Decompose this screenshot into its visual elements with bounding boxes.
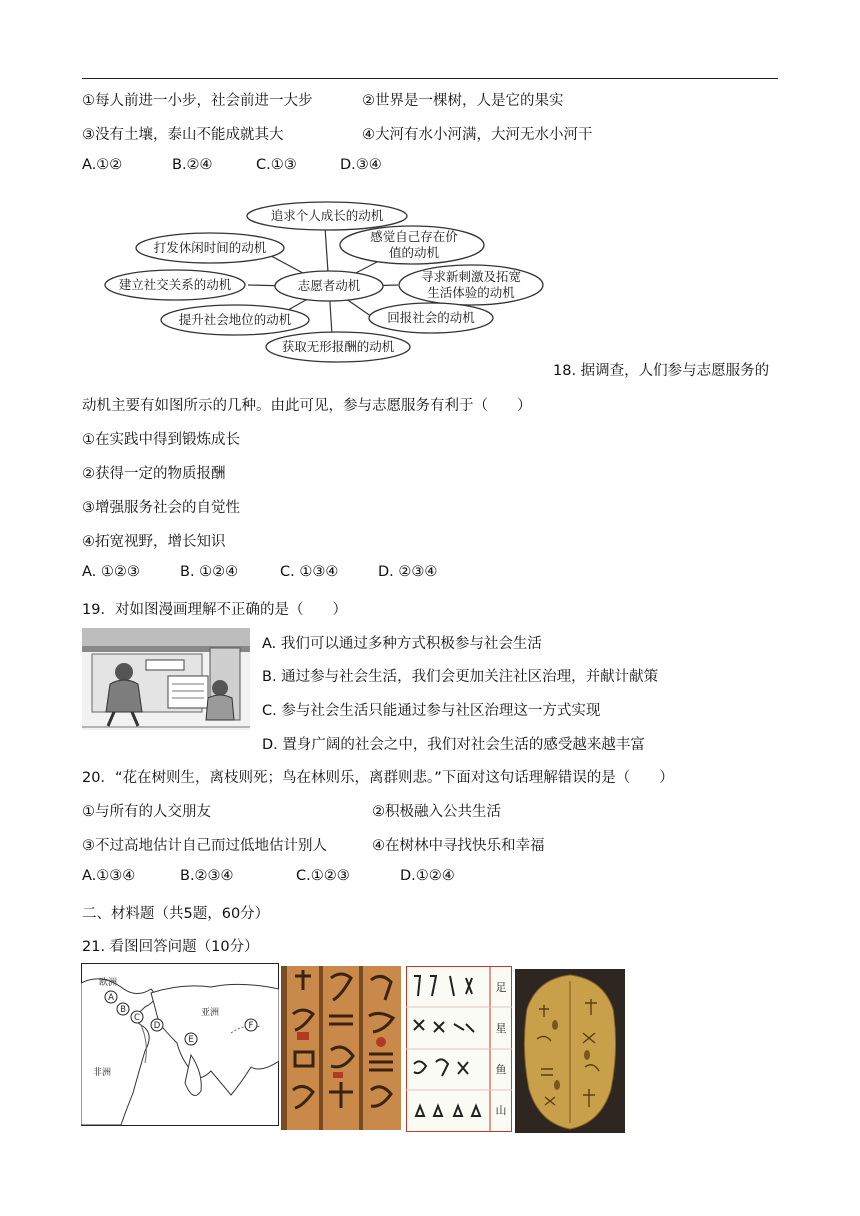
q19-option-b: B. 通过参与社会生活，我们会更加关注社区治理，并献计献策: [262, 669, 659, 685]
char-label-foot: 足: [495, 981, 507, 994]
map-point-a: A: [108, 993, 114, 1003]
community-cartoon-image: [82, 628, 250, 730]
q17-option-a: A.①②: [82, 157, 123, 173]
q17-statement-3: ③没有土壤，泰山不能成就其大: [82, 127, 284, 143]
diagram-label-self-value-2: 值的动机: [388, 245, 440, 260]
q17-statement-1: ①每人前进一小步，社会前进一大步: [82, 93, 313, 109]
diagram-label-self-value-1: 感觉自己存在价: [370, 229, 458, 244]
map-label-asia: 亚洲: [201, 1008, 220, 1018]
ancient-civilizations-map: [81, 963, 279, 1126]
char-label-star: 星: [495, 1022, 507, 1035]
q19-option-d: D. 置身广阔的社会之中，我们对社会生活的感受越来越丰富: [262, 737, 645, 753]
q18-statement-4: ④拓宽视野，增长知识: [82, 534, 226, 550]
q20-statement-4: ④在树林中寻找快乐和幸福: [372, 838, 545, 854]
q20-option-d: D.①②④: [400, 868, 455, 884]
diagram-label-leisure: 打发休闲时间的动机: [153, 240, 267, 255]
q20-statement-3: ③不过高地估计自己而过低地估计别人: [82, 838, 327, 854]
q17-option-b: B.②④: [172, 157, 213, 173]
q18-statement-1: ①在实践中得到锻炼成长: [82, 432, 240, 448]
diagram-label-center: 志愿者动机: [297, 278, 361, 293]
egyptian-hieroglyphs-image: [281, 966, 401, 1130]
diagram-label-growth: 追求个人成长的动机: [270, 208, 384, 223]
map-point-e: E: [188, 1035, 194, 1045]
map-point-d: D: [153, 1021, 161, 1031]
q20-option-b: B.②③④: [180, 868, 234, 884]
q18-stem-line2: 动机主要有如图所示的几种。由此可见，参与志愿服务有利于（ ）: [82, 398, 532, 414]
q17-statement-4: ④大河有水小河满，大河无水小河干: [362, 127, 593, 143]
q17-option-d: D.③④: [340, 157, 382, 173]
q17-option-c: C.①③: [256, 157, 297, 173]
q18-stem-line1: 18. 据调查，人们参与志愿服务的: [553, 363, 770, 379]
q19-option-c: C. 参与社会生活只能通过参与社区治理这一方式实现: [262, 703, 601, 719]
q18-option-c: C. ①③④: [280, 564, 339, 580]
q18-option-d: D. ②③④: [378, 564, 438, 580]
diagram-label-repay: 回报社会的动机: [387, 310, 475, 325]
diagram-label-experience-2: 生活体验的动机: [427, 285, 515, 300]
map-label-africa: 非洲: [93, 1068, 112, 1078]
diagram-label-experience-1: 寻求新刺激及拓宽: [420, 269, 522, 284]
q20-stem: 20．“花在树则生，离枝则死；鸟在林则乐，离群则悲。”下面对这句话理解错误的是（ ）: [82, 770, 674, 786]
q18-statement-3: ③增强服务社会的自觉性: [82, 500, 240, 516]
q18-option-a: A. ①②③: [82, 564, 140, 580]
q21-stem: 21. 看图回答问题（10分）: [82, 939, 259, 955]
q19-stem: 19．对如图漫画理解不正确的是（ ）: [82, 602, 347, 618]
q19-option-a: A. 我们可以通过多种方式积极参与社会生活: [262, 636, 542, 652]
char-label-mountain: 山: [495, 1104, 507, 1117]
ancient-characters-chart: [406, 966, 512, 1132]
volunteer-motivation-diagram: [100, 195, 550, 367]
top-rule: [82, 78, 778, 79]
diagram-label-social: 建立社交关系的动机: [118, 277, 232, 292]
q20-option-c: C.①②③: [296, 868, 350, 884]
oracle-bone-image: [515, 969, 625, 1133]
map-point-f: F: [248, 1021, 254, 1031]
char-label-fish: 鱼: [495, 1063, 507, 1076]
q20-option-a: A.①③④: [82, 868, 136, 884]
map-point-c: C: [134, 1013, 140, 1023]
map-label-europe: 欧洲: [99, 978, 118, 988]
section-heading: 二、材料题（共5题，60分）: [82, 906, 270, 922]
q18-option-b: B. ①②④: [180, 564, 239, 580]
q18-statement-2: ②获得一定的物质报酬: [82, 466, 226, 482]
diagram-label-status: 提升社会地位的动机: [178, 312, 292, 327]
map-point-b: B: [120, 1005, 126, 1015]
diagram-label-reward: 获取无形报酬的动机: [281, 339, 395, 354]
q17-statement-2: ②世界是一棵树，人是它的果实: [362, 93, 564, 109]
q20-statement-1: ①与所有的人交朋友: [82, 804, 211, 820]
q20-statement-2: ②积极融入公共生活: [372, 804, 501, 820]
